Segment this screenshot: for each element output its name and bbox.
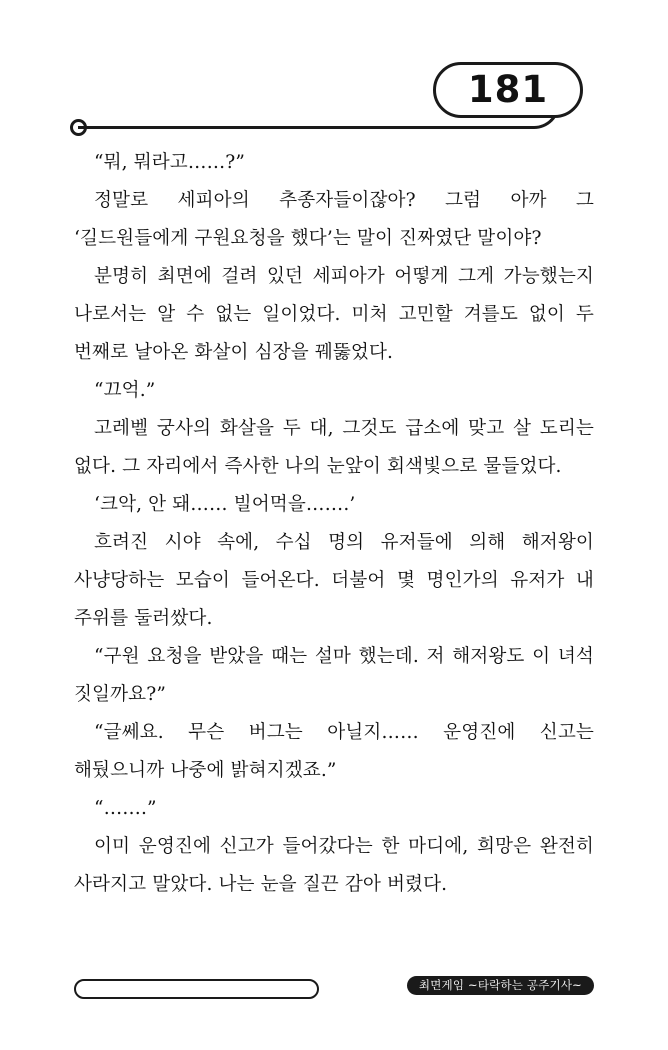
page-footer [74, 976, 594, 1002]
paragraph: ‘크악, 안 돼…… 빌어먹을…….’ [94, 494, 356, 515]
paragraph: 정말로 세피아의 추종자들이잖아? 그럼 아까 그 ‘길드원들에게 구원요청을 했다’는 말이 진짜였단 말이야? [74, 190, 594, 249]
paragraph: “뭐, 뭐라고……?” [94, 152, 245, 173]
page-number-badge [433, 62, 583, 118]
paragraph: 고레벨 궁사의 화살을 두 대, 그것도 급소에 맞고 살 도리는 없다. 그 자리에서 즉사한 나의 눈앞이 회색빛으로 물들었다. [74, 418, 594, 477]
paragraph: 흐려진 시야 속에, 수십 명의 유저들에 의해 해저왕이 사냥당하는 모습이 들어온다. 더불어 몇 명인가의 유저가 내 주위를 둘러쌌다. [74, 532, 594, 629]
paragraph: “…….” [94, 798, 157, 819]
paragraph: 분명히 최면에 걸려 있던 세피아가 어떻게 그게 가능했는지 나로서는 알 수 없는 일이었다. 미처 고민할 겨를도 없이 두 번째로 날아온 화살이 심장을 꿰뚫었다. [74, 266, 594, 363]
book-title: 최면게임 ~타락하는 공주기사~ [407, 976, 594, 995]
page-number: 181 [467, 67, 549, 111]
paragraph: “구원 요청을 받았을 때는 설마 했는데. 저 해저왕도 이 녀석 짓일까요?” [74, 646, 594, 705]
page-header [0, 62, 668, 152]
paragraph: “글쎄요. 무슨 버그는 아닐지…… 운영진에 신고는 해뒀으니까 나중에 밝혀지겠죠.” [74, 722, 594, 781]
paragraph: “끄억.” [94, 380, 156, 401]
paragraph: 이미 운영진에 신고가 들어갔다는 한 마디에, 희망은 완전히 사라지고 말았다. 나는 눈을 질끈 감아 버렸다. [74, 836, 594, 895]
page-body [74, 144, 594, 904]
footer-bar-ornament [74, 979, 319, 999]
header-rule [78, 126, 533, 129]
